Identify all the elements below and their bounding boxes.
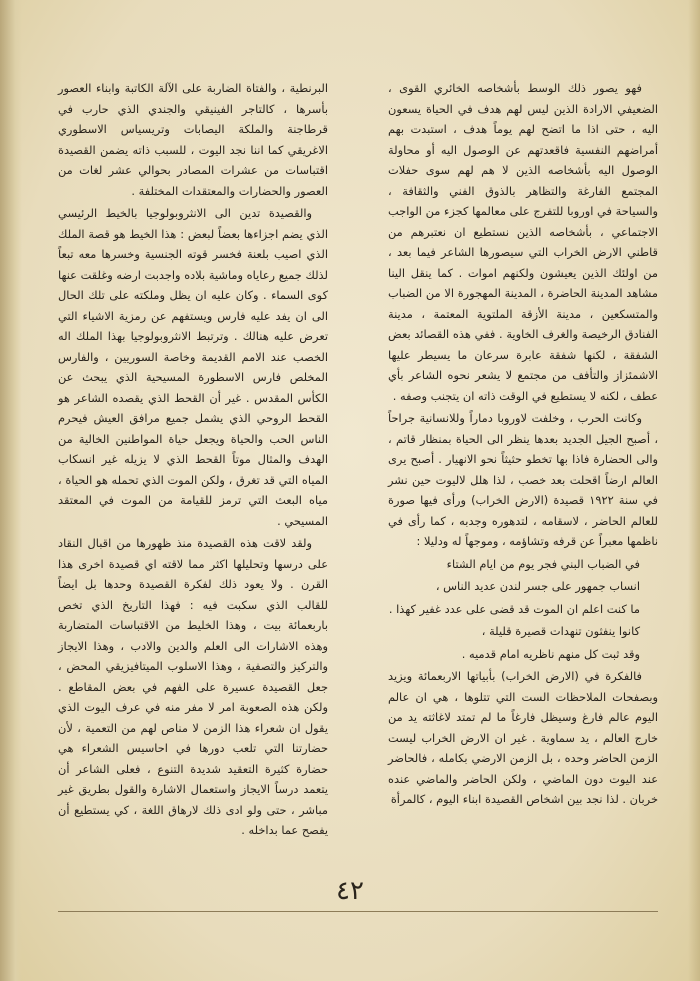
- paragraph: وكانت الحرب ، وخلفت لاوروبا دماراً وللانسانية جراحاً ، أصبح الجيل الجديد بعدها ينظر الى الحياة بمنظار قاتم ، والى الحضارة فاذا بها تخطو حثيثاً نحو الانهيار . أصبح يرى العالم ارضاً اقحلت بعد خصب ، لذا هلل لاليوت حين نشر في سنة ١٩٢٢ قصيدة (الارض الخراب) ورأى فيها صورة للعالم الحاضر ، لاسقامه ، لتدهوره وجدبه ، كما رأى في ناظمها معبراً عن قرفه وتشاؤمه ، وموجهاً له ودليلا :: [388, 411, 658, 548]
- verse-line: ما كنت اعلم ان الموت قد قضى على عدد غفير كهذا .: [388, 601, 640, 616]
- page-left-shadow: [0, 0, 22, 981]
- left-column: [58, 78, 328, 843]
- page-number: ٤٢: [336, 876, 364, 906]
- verse-line: كانوا ينفثون تنهدات قصيرة قليلة ،: [481, 624, 640, 638]
- paragraph: والقصيدة تدين الى الانثروبولوجيا بالخيط الرئيسي الذي يضم اجزاءها بعضاً لبعض : هذا الخيط هو قصة الملك الذي اصيب بلعنة فخسر قوته الجنسية وخسرها معه تبعاً لذلك جميع رعاياه وماشية بلاده واجدبت ارضه وغلقت عنها كوى السماء . وكان عليه ان يظل وملكته على تلك الحال الى ان يفد عليه فارس ويستفهم عن رمزية الاشياء التي تعرض عليه هنالك . وترتبط الانثروبولوجيا بهذا الملك اله الخصب عند الامم القديمة وخاصة السوريين ، والفارس المخلص فارس الاسطورة المسيحية الذي يبحث عن الكأس المقدس . غير أن القحط الذي يقصده الشاعر هو القحط الروحي الذي يشمل جميع مرافق العيش فيحرم الناس الحب والحياة ويجعل حياة المواطنين الخالية من الهدف والمثال موتاً القحط الذي لا يزيله غير انسكاب المياه التي قد تغرق ، ولكن الموت الذي تحمله هو الحياة ، مياه البعث التي ترمز للقيامة من الموت في المعتقد المسيحي .: [58, 206, 328, 528]
- right-column: [388, 78, 658, 812]
- paragraph: ولقد لاقت هذه القصيدة منذ ظهورها من اقبال النقاد على درسها وتحليلها اكثر مما لاقته اي قصيدة اخرى هذا القرن . ولا يعود ذلك لفكرة القصيدة وحدها بل ايضاً للقالب الذي سكبت فيه : فهذا التاريخ الذي تخص باربعمائة بيت ، وهذا الخليط من الاقتباسات المتضاربة وهذه الاشارات الى العلم والدين والادب ، وهذا الايجاز والتركيز والتصفية ، وهذا الاسلوب الميتافيزيقي المحض ، جعل القصيدة عسيرة على الفهم في بعض المقاطع . ولكن هذه الصعوبة امر لا مفر منه في عرف اليوت الذي يقول ان شعراء هذا الزمن لا مناص لهم من التعمية ، لأن حضارتنا التي تلعب دورها في احاسيس الشعراء هي حضارة كثيرة التعقيد شديدة التنوع ، فعلى الشاعر أن يتعمد درساً الايجاز واستعمال الاشارة والقول بطريق غير مباشر ، حتى ولو ادى ذلك لارهاق اللغة ، كي يستطيع أن يفصح عما بداخله .: [58, 536, 328, 837]
- paragraph: فهو يصور ذلك الوسط بأشخاصه الخائري القوى ، الضعيفي الارادة الذين ليس لهم هدف في الحياة يسعون اليه ، حتى اذا ما اتضح لهم يوماً هدف ، استبدت بهم أمراضهم النفسية فاقعدتهم عن الوصول اليه أو محاولة الوصول اليه بأشخاصه الذين لا هم لهم سوى حفلات المجتمع الفارغة والتظاهر بالذوق الفني والثقافة ، والسياحة في اوروبا للتفرج على معالمها كجزء من الواجب الاجتماعي ، بأشخاصه الذين نستطيع ان نعتبرهم من قاطني الارض الخراب التي سيصورها الشاعر فيما بعد ، من اولئك الذين يعيشون ولكنهم اموات . كما ينقل الينا مشاهد المدينة الحاضرة ، المدينة المهجورة الا من الضباب والمتسكعين ، مدينة الأزقة الملتوية المعتمة ، مدينة الفنادق الرخيصة والغرف الخاوية . ففي هذه القصائد بعض الشفقة ، لكنها شفقة عابرة سرعان ما يسيطر عليها الاشمئزاز والتأفف من مجتمع لا يشعر نحوه الشاعر بأي عطف ، لكنه لا يستطيع في الوقت ذاته ان يتجنب وصفه .: [388, 81, 658, 403]
- footer-rule: [58, 911, 658, 912]
- verse-line: وقد ثبت كل منهم ناظريه امام قدميه .: [461, 646, 640, 661]
- verse-line: انساب جمهور على جسر لندن عديد الناس ،: [435, 579, 640, 593]
- paragraph: فالفكرة في (الارض الخراب) بأبياتها الاربعمائة ويزيد وبصفحات الملاحظات الست التي تتلوها ، هي ان عالم اليوم عالم فارغ وسيظل فارغاً ما لم تمتد لاغاثته يد من خارج العالم ، يد سماوية . غير ان الارض الخراب ليست الزمن الحاضر وحده ، بل الزمن الارضي بكامله ، فالحاضر عند اليوت دون الماضي ، ولكن الحاضر والماضي عنده خربان . لذا نجد بين اشخاص القصيدة ابناء اليوم ، كالمرأة: [388, 669, 658, 806]
- verse-line: في الضباب البني فجر يوم من ايام الشتاء: [446, 556, 640, 571]
- paragraph: البرنطية ، والفتاة الضاربة على الآلة الكاتبة وابناء العصور بأسرها ، كالتاجر الفينيقي والجندي الذي حارب في قرطاجنة والملكة اليصابات وتريسياس الاسطوري الاغريقي كما اننا نجد اليوت ، للسبب ذاته يضمن القصيدة اقتباسات من عشرات المصادر بحوالي عشر لغات من العصور والحضارات والمعتقدات المختلفة .: [58, 81, 328, 198]
- page-right-shadow: [688, 0, 700, 981]
